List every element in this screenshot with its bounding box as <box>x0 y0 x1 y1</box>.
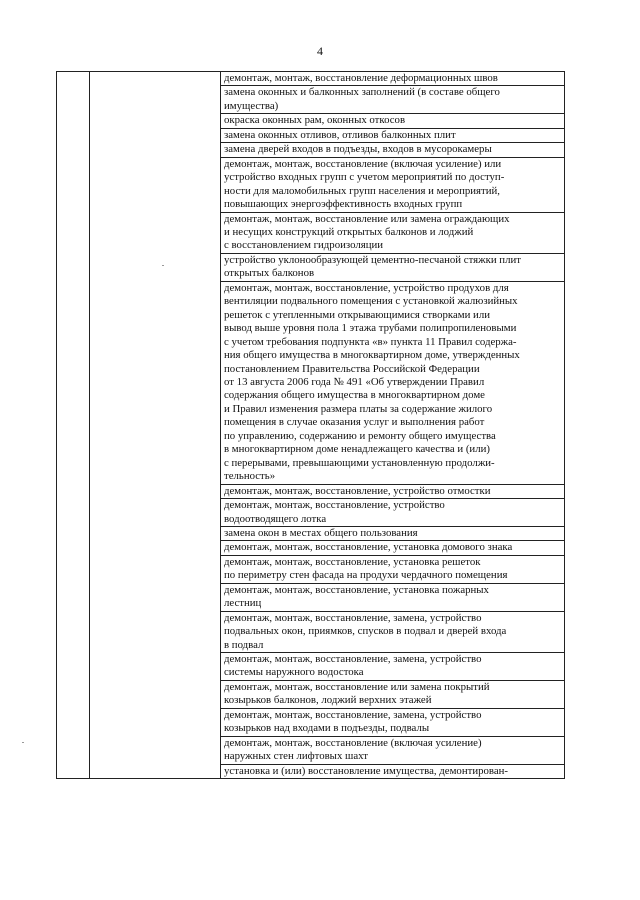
scan-speck <box>22 742 24 743</box>
work-item-cell <box>221 128 565 142</box>
work-item-text: демонтаж, монтаж, восстановление деформационных швов <box>224 72 498 84</box>
work-item-cell <box>221 583 565 611</box>
works-table <box>56 71 565 779</box>
work-item-cell <box>221 253 565 281</box>
work-item-cell <box>221 484 565 498</box>
work-item-text: устройство уклонообразующей цементно-песчаной стяжки плит открытых балконов <box>224 253 521 280</box>
row-number-cell <box>57 72 90 779</box>
work-item-text: демонтаж, монтаж, восстановление или замена покрытий козырьков балконов, лоджий верхних этажей <box>224 680 490 707</box>
work-item-cell <box>221 114 565 128</box>
work-item-text: демонтаж, монтаж, восстановление, устройство отмостки <box>224 484 491 497</box>
table-row <box>57 72 565 86</box>
work-item-text: замена дверей входов в подъезды, входов в мусорокамеры <box>224 143 492 156</box>
work-item-cell <box>221 526 565 540</box>
work-item-text: замена окон в местах общего пользования <box>224 526 418 539</box>
work-item-cell <box>221 212 565 253</box>
work-item-text: установка и (или) восстановление имущества, демонтирован- <box>224 764 509 777</box>
work-item-cell <box>221 157 565 212</box>
work-item-cell <box>221 541 565 555</box>
work-item-cell <box>221 86 565 114</box>
work-item-cell <box>221 653 565 681</box>
work-item-text: демонтаж, монтаж, восстановление (включая усиление) наружных стен лифтовых шахт <box>224 736 482 763</box>
work-item-cell <box>221 555 565 583</box>
work-item-text: демонтаж, монтаж, восстановление, установка домового знака <box>224 541 513 554</box>
work-item-text: демонтаж, монтаж, восстановление, замена, устройство козырьков над входами в подъезды, подвалы <box>224 708 482 735</box>
work-item-cell <box>221 680 565 708</box>
work-item-text: демонтаж, монтаж, восстановление (включая усиление) или устройство входных групп с учетом мероприятий по доступ- ности для маломобильных групп населения и мероприятий, повышающих энергоэффективность входных групп <box>224 157 505 211</box>
work-item-cell <box>221 708 565 736</box>
work-item-cell <box>221 72 565 86</box>
page-number: 4 <box>317 44 323 58</box>
work-item-text: демонтаж, монтаж, восстановление или замена ограждающих и несущих конструкций открытых балконов и лоджий с восстановлением гидроизоляции <box>224 212 510 252</box>
work-item-cell <box>221 611 565 652</box>
work-item-text: демонтаж, монтаж, восстановление, замена, устройство системы наружного водостока <box>224 653 482 679</box>
work-item-text: демонтаж, монтаж, восстановление, устройство водоотводящего лотка <box>224 499 445 525</box>
work-item-cell <box>221 143 565 157</box>
work-item-text: демонтаж, монтаж, восстановление, замена, устройство подвальных окон, приямков, спусков в подвал и дверей входа в подвал <box>224 611 507 651</box>
work-item-text: демонтаж, монтаж, восстановление, установка пожарных лестниц <box>224 583 489 610</box>
work-type-cell <box>90 72 221 779</box>
work-item-cell <box>221 499 565 527</box>
work-item-cell <box>221 736 565 764</box>
work-item-text: окраска оконных рам, оконных откосов <box>224 114 406 127</box>
work-item-text: демонтаж, монтаж, восстановление, установка решеток по периметру стен фасада на продухи чердачного помещения <box>224 555 508 582</box>
work-item-text: демонтаж, монтаж, восстановление, устройство продухов для вентиляции подвального помещения с установкой жалюзийных решеток с утепленными открывающимися створками или вывод выше уровня пола 1 этажа трубами полипропиленовыми с учетом требования подпункта «в» пункта 11 Правил содержа- ния общего имущества в многоквартирном доме, утвержденных постановлением Правительства Российской Федерации от 13 августа 2006 года № 491 «Об утверждении Правил содержания общего имущества в многоквартирном доме и Правил изменения размера платы за содержание жилого помещения в случае оказания услуг и выполнения работ по управлению, содержанию и ремонту общего имущества в многоквартирном доме ненадлежащего качества и (или) с перерывами, превышающими установленную продолжи- тельность» <box>224 281 520 483</box>
work-item-cell <box>221 764 565 778</box>
work-item-cell <box>221 281 565 484</box>
work-item-text: замена оконных и балконных заполнений (в составе общего имущества) <box>224 86 500 112</box>
scan-speck <box>162 265 164 266</box>
work-item-text: замена оконных отливов, отливов балконных плит <box>224 128 456 141</box>
